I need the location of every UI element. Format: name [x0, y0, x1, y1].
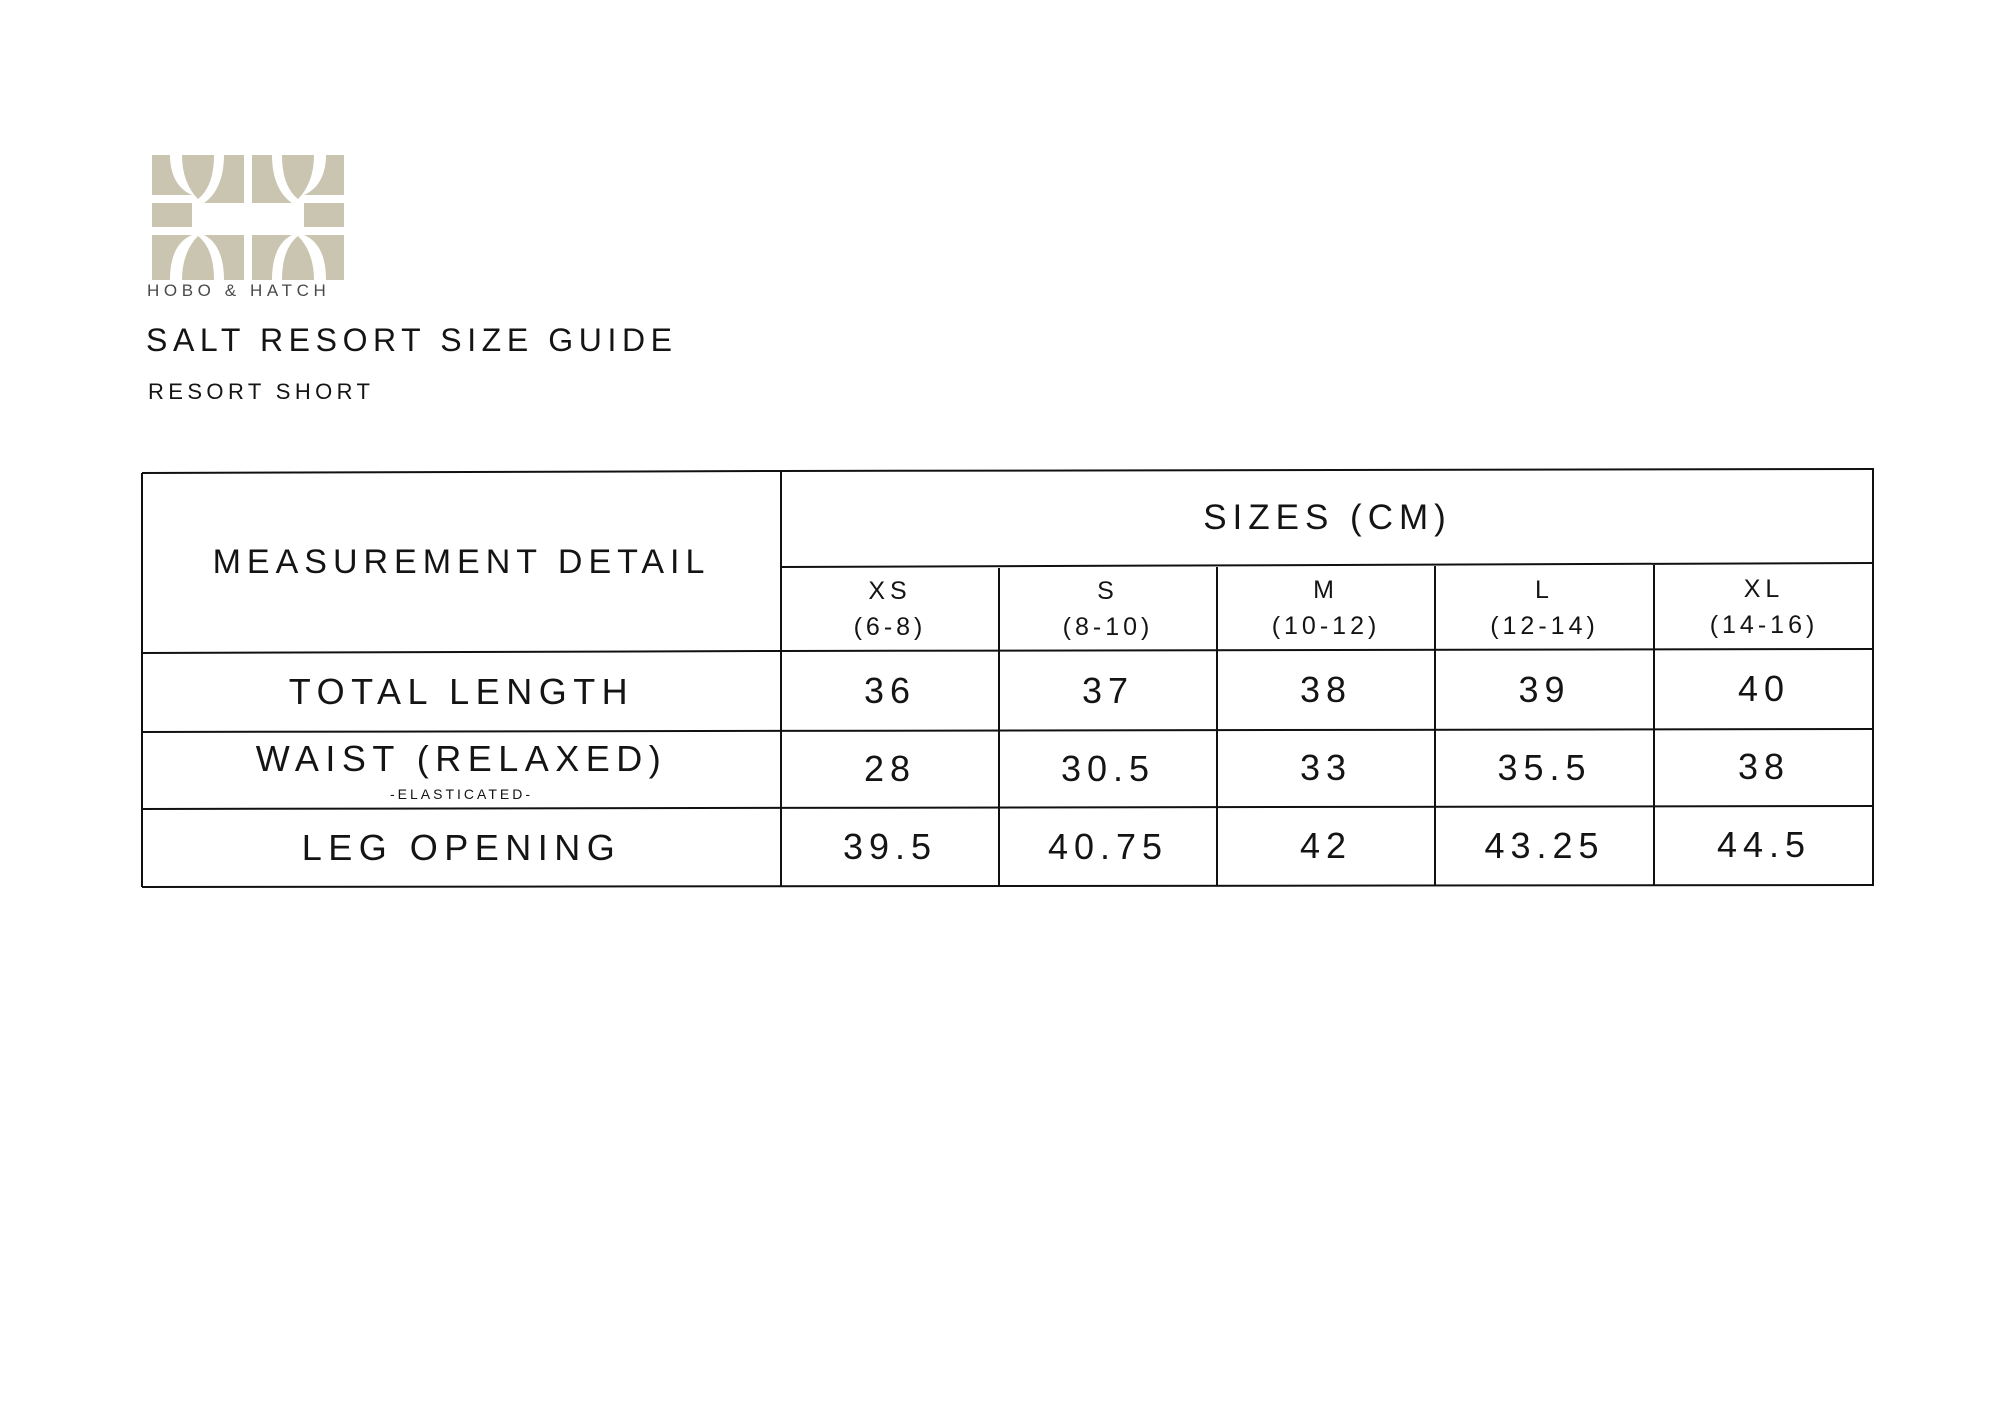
- table-cell: 35.5: [1497, 747, 1592, 788]
- size-header-xl: [1654, 565, 1874, 649]
- row-label-total-length: [142, 652, 781, 732]
- size-range: (14-16): [1709, 611, 1819, 639]
- table-cell: 36: [863, 670, 917, 711]
- table-cell: 42: [1299, 824, 1353, 866]
- table-cell: 33: [1299, 747, 1353, 788]
- row-label: WAIST (RELAXED): [255, 738, 668, 779]
- table-cell: 39: [1518, 669, 1571, 710]
- row-label: TOTAL LENGTH: [288, 671, 635, 712]
- row-label-waist: [142, 731, 781, 809]
- row-label-leg-opening: [142, 808, 781, 887]
- table-cell: 40: [1737, 668, 1791, 709]
- size-code: XL: [1743, 575, 1785, 603]
- table-cell: 44.5: [1716, 823, 1812, 865]
- table-cell: 38: [1737, 746, 1791, 787]
- table-cell: 30.5: [1060, 748, 1156, 789]
- size-code: M: [1313, 576, 1339, 604]
- size-header-l: [1435, 566, 1654, 650]
- row-label: LEG OPENING: [301, 826, 622, 868]
- row-note: -ELASTICATED-: [390, 786, 533, 802]
- size-code: L: [1535, 576, 1554, 604]
- size-header-m: [1217, 566, 1435, 650]
- table-cell: 37: [1081, 670, 1135, 711]
- page-subtitle: RESORT SHORT: [148, 379, 375, 404]
- size-range: (8-10): [1062, 613, 1154, 641]
- size-code: S: [1097, 577, 1119, 605]
- size-header-s: [999, 567, 1217, 651]
- brand-name: HOBO & HATCH: [147, 281, 331, 300]
- size-range: (10-12): [1271, 612, 1381, 640]
- table-cell: 39.5: [842, 825, 938, 867]
- size-range: (12-14): [1490, 612, 1599, 640]
- table-cell: 28: [863, 748, 917, 789]
- sizes-header: SIZES (CM): [1203, 498, 1452, 537]
- table-cell: 43.25: [1484, 824, 1605, 866]
- size-code: XS: [868, 577, 912, 605]
- table-cell: 38: [1299, 669, 1353, 710]
- table-cell: 40.75: [1047, 825, 1169, 867]
- page-title: SALT RESORT SIZE GUIDE: [146, 322, 678, 358]
- measurement-detail-header: MEASUREMENT DETAIL: [212, 542, 711, 581]
- size-header-xs: [781, 567, 999, 651]
- size-range: (6-8): [853, 613, 927, 641]
